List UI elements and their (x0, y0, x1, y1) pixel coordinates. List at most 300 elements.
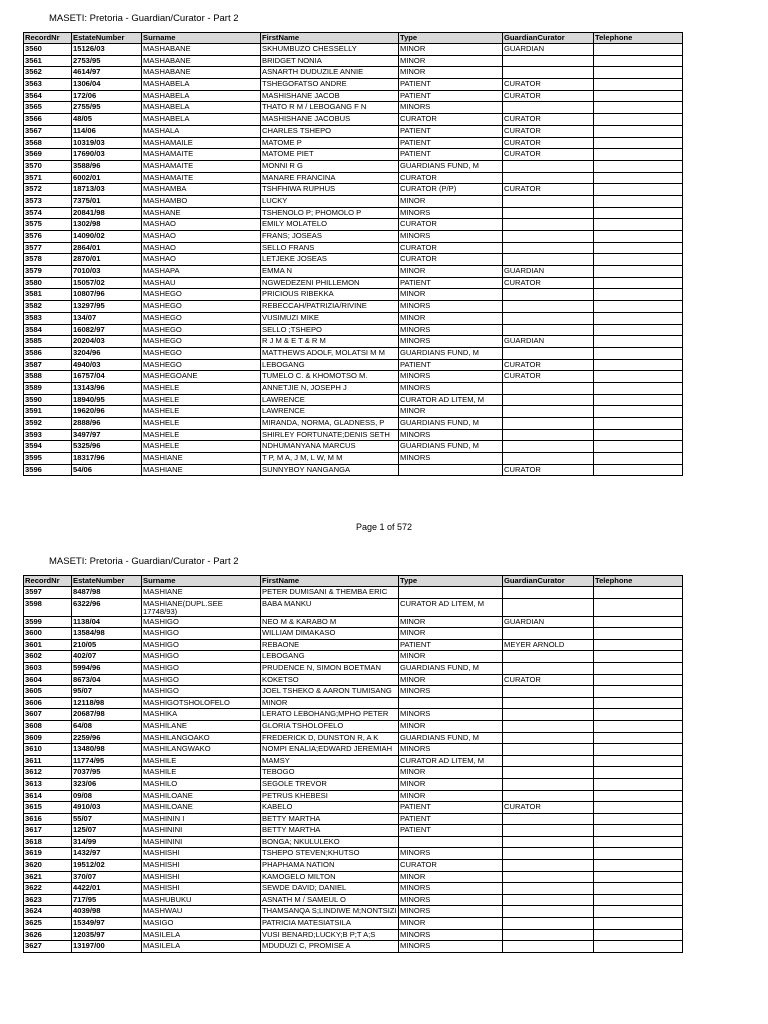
cell-recordnr: 3564 (24, 90, 72, 102)
cell-firstname: NGWEDEZENI PHILLEMON (261, 277, 399, 289)
cell-estatenumber: 4422/01 (72, 883, 142, 895)
cell-surname: MASILELA (142, 941, 261, 953)
table-row (24, 137, 683, 149)
cell-firstname: LAWRENCE (261, 394, 399, 406)
cell-estatenumber: 4940/03 (72, 359, 142, 371)
cell-guardiancurator (503, 406, 594, 418)
cell-estatenumber: 16082/97 (72, 324, 142, 336)
cell-firstname: WILLIAM DIMAKASO (261, 628, 399, 640)
cell-estatenumber: 13480/98 (72, 744, 142, 756)
cell-telephone (594, 406, 683, 418)
cell-recordnr: 3582 (24, 301, 72, 313)
cell-type: CURATOR AD LITEM, M (399, 598, 503, 616)
cell-firstname: TSHENOLO P; PHOMOLO P (261, 207, 399, 219)
cell-type (399, 464, 503, 476)
cell-estatenumber: 6322/96 (72, 598, 142, 616)
cell-recordnr: 3612 (24, 767, 72, 779)
cell-type: CURATOR (399, 860, 503, 872)
cell-firstname: PRICIOUS RIBEKKA (261, 289, 399, 301)
cell-guardiancurator (503, 347, 594, 359)
cell-telephone (594, 598, 683, 616)
table-row (24, 429, 683, 441)
table-row (24, 906, 683, 918)
cell-firstname: KAMOGELO MILTON (261, 871, 399, 883)
cell-guardiancurator (503, 883, 594, 895)
col-header-guardiancurator: GuardianCurator (503, 33, 594, 44)
col-header-telephone: Telephone (594, 33, 683, 44)
cell-surname: MASHIANE (142, 453, 261, 465)
cell-recordnr: 3580 (24, 277, 72, 289)
cell-type: CURATOR (399, 172, 503, 184)
cell-surname: MASHIANE(DUPL.SEE 17748/93) (142, 598, 261, 616)
cell-firstname: R J M & E T & R M (261, 336, 399, 348)
cell-estatenumber: 3204/96 (72, 347, 142, 359)
table-row (24, 587, 683, 599)
cell-estatenumber: 17690/03 (72, 149, 142, 161)
cell-surname: MASHELE (142, 406, 261, 418)
cell-type: MINORS (399, 709, 503, 721)
table-row (24, 697, 683, 709)
cell-estatenumber: 2870/01 (72, 254, 142, 266)
cell-firstname: SKHUMBUZO CHESSELLY (261, 44, 399, 56)
table-row (24, 242, 683, 254)
cell-recordnr: 3619 (24, 848, 72, 860)
cell-firstname: TEBOGO (261, 767, 399, 779)
cell-estatenumber: 15057/02 (72, 277, 142, 289)
cell-firstname: BETTY MARTHA (261, 813, 399, 825)
cell-recordnr: 3596 (24, 464, 72, 476)
cell-firstname: MAMSY (261, 755, 399, 767)
cell-type: MINORS (399, 686, 503, 698)
cell-firstname: GLORIA TSHOLOFELO (261, 720, 399, 732)
cell-guardiancurator (503, 598, 594, 616)
cell-firstname: EMMA N (261, 266, 399, 278)
cell-recordnr: 3567 (24, 125, 72, 137)
cell-type: CURATOR (P/P) (399, 184, 503, 196)
cell-recordnr: 3590 (24, 394, 72, 406)
cell-type: PATIENT (399, 149, 503, 161)
cell-estatenumber: 402/07 (72, 651, 142, 663)
cell-guardiancurator (503, 418, 594, 430)
cell-type: MINORS (399, 207, 503, 219)
cell-guardiancurator (503, 929, 594, 941)
table-row (24, 686, 683, 698)
cell-telephone (594, 242, 683, 254)
col-header-estatenumber: EstateNumber (72, 576, 142, 587)
cell-estatenumber: 48/05 (72, 114, 142, 126)
cell-guardiancurator: GUARDIAN (503, 266, 594, 278)
table-row (24, 394, 683, 406)
cell-firstname: SUNNYBOY NANGANGA (261, 464, 399, 476)
cell-estatenumber: 10319/03 (72, 137, 142, 149)
cell-estatenumber: 09/08 (72, 790, 142, 802)
cell-type: MINOR (399, 651, 503, 663)
table-row (24, 860, 683, 872)
cell-type: PATIENT (399, 813, 503, 825)
cell-telephone (594, 709, 683, 721)
cell-type: MINOR (399, 616, 503, 628)
cell-firstname: LETJEKE JOSEAS (261, 254, 399, 266)
cell-surname: MASHUBUKU (142, 894, 261, 906)
cell-type: MINOR (399, 44, 503, 56)
cell-guardiancurator: GUARDIAN (503, 44, 594, 56)
cell-type: MINORS (399, 382, 503, 394)
cell-firstname: SEWDE DAVID; DANIEL (261, 883, 399, 895)
cell-recordnr: 3578 (24, 254, 72, 266)
cell-telephone (594, 382, 683, 394)
cell-surname: MASHISHI (142, 848, 261, 860)
cell-firstname: KABELO (261, 802, 399, 814)
table-row (24, 254, 683, 266)
cell-guardiancurator (503, 825, 594, 837)
cell-surname: MASHEGOANE (142, 371, 261, 383)
table-row (24, 767, 683, 779)
table-row (24, 720, 683, 732)
cell-guardiancurator (503, 662, 594, 674)
table-row (24, 453, 683, 465)
cell-telephone (594, 254, 683, 266)
table-row (24, 813, 683, 825)
cell-firstname: SELLO ;TSHEPO (261, 324, 399, 336)
cell-recordnr: 3593 (24, 429, 72, 441)
cell-estatenumber: 13197/00 (72, 941, 142, 953)
cell-recordnr: 3561 (24, 55, 72, 67)
cell-recordnr: 3622 (24, 883, 72, 895)
cell-telephone (594, 836, 683, 848)
cell-type: GUARDIANS FUND, M (399, 732, 503, 744)
cell-firstname: MATOME P (261, 137, 399, 149)
cell-surname: MASHABANE (142, 44, 261, 56)
cell-telephone (594, 587, 683, 599)
cell-firstname: FREDERICK D, DUNSTON R, A K (261, 732, 399, 744)
cell-surname: MASHABELA (142, 90, 261, 102)
table-row (24, 418, 683, 430)
cell-estatenumber: 10807/96 (72, 289, 142, 301)
table-row (24, 732, 683, 744)
cell-estatenumber: 1302/98 (72, 219, 142, 231)
cell-firstname: TSHEPO STEVEN;KHUTSO (261, 848, 399, 860)
cell-surname: MASHAPA (142, 266, 261, 278)
cell-surname: MASHAO (142, 219, 261, 231)
cell-guardiancurator: CURATOR (503, 90, 594, 102)
table-row (24, 790, 683, 802)
cell-surname: MASHILO (142, 778, 261, 790)
cell-recordnr: 3624 (24, 906, 72, 918)
cell-surname: MASHALA (142, 125, 261, 137)
cell-type: CURATOR (399, 242, 503, 254)
cell-estatenumber: 717/95 (72, 894, 142, 906)
cell-surname: MASHELE (142, 382, 261, 394)
cell-guardiancurator: CURATOR (503, 464, 594, 476)
cell-recordnr: 3571 (24, 172, 72, 184)
cell-firstname: MINOR (261, 697, 399, 709)
cell-type: MINORS (399, 336, 503, 348)
cell-recordnr: 3581 (24, 289, 72, 301)
cell-estatenumber: 64/08 (72, 720, 142, 732)
table-row (24, 651, 683, 663)
table-row (24, 102, 683, 114)
table-row (24, 674, 683, 686)
cell-type: MINOR (399, 720, 503, 732)
cell-firstname: LAWRENCE (261, 406, 399, 418)
cell-guardiancurator (503, 720, 594, 732)
col-header-type: Type (399, 576, 503, 587)
cell-guardiancurator (503, 67, 594, 79)
cell-guardiancurator (503, 628, 594, 640)
table-row (24, 382, 683, 394)
cell-telephone (594, 289, 683, 301)
cell-recordnr: 3608 (24, 720, 72, 732)
cell-telephone (594, 207, 683, 219)
cell-guardiancurator: CURATOR (503, 674, 594, 686)
table-row (24, 90, 683, 102)
cell-estatenumber: 4039/98 (72, 906, 142, 918)
cell-estatenumber: 7010/03 (72, 266, 142, 278)
cell-type: MINORS (399, 301, 503, 313)
cell-guardiancurator (503, 697, 594, 709)
cell-firstname: REBAONE (261, 639, 399, 651)
table-row (24, 125, 683, 137)
table-header-row (24, 33, 683, 44)
cell-estatenumber: 16757/04 (72, 371, 142, 383)
cell-recordnr: 3568 (24, 137, 72, 149)
cell-guardiancurator (503, 242, 594, 254)
cell-type: MINORS (399, 231, 503, 243)
col-header-estatenumber: EstateNumber (72, 33, 142, 44)
cell-firstname: MANARE FRANCINA (261, 172, 399, 184)
cell-surname: MASHAMAILE (142, 137, 261, 149)
cell-type: MINOR (399, 67, 503, 79)
cell-surname: MASHILE (142, 767, 261, 779)
cell-telephone (594, 347, 683, 359)
cell-firstname: TUMELO C. & KHOMOTSO M. (261, 371, 399, 383)
cell-recordnr: 3587 (24, 359, 72, 371)
cell-estatenumber: 172/06 (72, 90, 142, 102)
cell-firstname: PRUDENCE N, SIMON BOETMAN (261, 662, 399, 674)
cell-firstname: PETER DUMISANI & THEMBA ERIC (261, 587, 399, 599)
table-row (24, 598, 683, 616)
cell-telephone (594, 125, 683, 137)
cell-recordnr: 3595 (24, 453, 72, 465)
cell-recordnr: 3611 (24, 755, 72, 767)
cell-surname: MASHELE (142, 441, 261, 453)
table-row (24, 359, 683, 371)
cell-firstname: SHIRLEY FORTUNATE;DENIS SETH (261, 429, 399, 441)
cell-guardiancurator (503, 55, 594, 67)
cell-estatenumber: 7037/95 (72, 767, 142, 779)
cell-type: PATIENT (399, 639, 503, 651)
cell-telephone (594, 651, 683, 663)
cell-telephone (594, 312, 683, 324)
cell-guardiancurator: CURATOR (503, 149, 594, 161)
cell-telephone (594, 172, 683, 184)
cell-recordnr: 3598 (24, 598, 72, 616)
cell-firstname: LUCKY (261, 195, 399, 207)
cell-surname: MASHEGO (142, 359, 261, 371)
cell-guardiancurator (503, 906, 594, 918)
cell-type: MINOR (399, 778, 503, 790)
table-row (24, 55, 683, 67)
cell-telephone (594, 184, 683, 196)
cell-recordnr: 3613 (24, 778, 72, 790)
col-header-telephone: Telephone (594, 576, 683, 587)
cell-type: CURATOR AD LITEM, M (399, 394, 503, 406)
cell-guardiancurator (503, 790, 594, 802)
cell-surname: MASHIANE (142, 587, 261, 599)
cell-estatenumber: 18317/96 (72, 453, 142, 465)
cell-surname: MASIGO (142, 918, 261, 930)
cell-telephone (594, 616, 683, 628)
cell-surname: MASHISHI (142, 860, 261, 872)
cell-surname: MASHAMBA (142, 184, 261, 196)
cell-telephone (594, 906, 683, 918)
cell-type: PATIENT (399, 277, 503, 289)
cell-telephone (594, 336, 683, 348)
cell-recordnr: 3569 (24, 149, 72, 161)
cell-type: GUARDIANS FUND, M (399, 662, 503, 674)
cell-firstname: PATRICIA MATESIATSILA (261, 918, 399, 930)
cell-firstname: PHAPHAMA NATION (261, 860, 399, 872)
cell-surname: MASHIGO (142, 616, 261, 628)
cell-estatenumber: 11774/95 (72, 755, 142, 767)
cell-firstname: PETRUS KHEBESI (261, 790, 399, 802)
cell-firstname: BRIDGET NONIA (261, 55, 399, 67)
cell-firstname: MIRANDA, NORMA, GLADNESS, P (261, 418, 399, 430)
cell-firstname: NDHUMANYANA MARCUS (261, 441, 399, 453)
cell-guardiancurator (503, 219, 594, 231)
cell-surname: MASHIGO (142, 639, 261, 651)
table-row (24, 871, 683, 883)
cell-firstname: VUSI BENARD;LUCKY;B P;T A;S (261, 929, 399, 941)
cell-type: MINOR (399, 195, 503, 207)
cell-estatenumber: 54/06 (72, 464, 142, 476)
cell-surname: MASHAU (142, 277, 261, 289)
table-row (24, 628, 683, 640)
cell-recordnr: 3626 (24, 929, 72, 941)
cell-type: MINORS (399, 883, 503, 895)
cell-recordnr: 3625 (24, 918, 72, 930)
cell-firstname: LERATO LEBOHANG;MPHO PETER (261, 709, 399, 721)
cell-estatenumber: 2864/01 (72, 242, 142, 254)
table-row (24, 219, 683, 231)
cell-surname: MASHININ I (142, 813, 261, 825)
cell-estatenumber: 12118/98 (72, 697, 142, 709)
table-row (24, 709, 683, 721)
cell-recordnr: 3570 (24, 160, 72, 172)
cell-estatenumber: 15126/03 (72, 44, 142, 56)
table-row (24, 883, 683, 895)
cell-recordnr: 3565 (24, 102, 72, 114)
cell-guardiancurator (503, 744, 594, 756)
cell-guardiancurator: CURATOR (503, 125, 594, 137)
table-row (24, 894, 683, 906)
cell-recordnr: 3592 (24, 418, 72, 430)
cell-surname: MASHILE (142, 755, 261, 767)
cell-telephone (594, 767, 683, 779)
page-title-2: MASETI: Pretoria - Guardian/Curator - Part 2 (49, 556, 239, 567)
cell-guardiancurator (503, 172, 594, 184)
cell-estatenumber: 95/07 (72, 686, 142, 698)
cell-type: PATIENT (399, 137, 503, 149)
cell-telephone (594, 371, 683, 383)
cell-type: MINORS (399, 906, 503, 918)
cell-telephone (594, 755, 683, 767)
cell-type: GUARDIANS FUND, M (399, 441, 503, 453)
cell-firstname: CHARLES TSHEPO (261, 125, 399, 137)
cell-type: MINORS (399, 453, 503, 465)
cell-telephone (594, 102, 683, 114)
table-row (24, 744, 683, 756)
cell-telephone (594, 429, 683, 441)
cell-recordnr: 3572 (24, 184, 72, 196)
cell-firstname: ASNARTH DUDUZILE ANNIE (261, 67, 399, 79)
cell-telephone (594, 778, 683, 790)
cell-type: MINOR (399, 628, 503, 640)
cell-telephone (594, 418, 683, 430)
cell-recordnr: 3605 (24, 686, 72, 698)
cell-surname: MASHABELA (142, 114, 261, 126)
cell-surname: MASHAO (142, 254, 261, 266)
cell-guardiancurator (503, 289, 594, 301)
cell-recordnr: 3599 (24, 616, 72, 628)
cell-type: MINORS (399, 848, 503, 860)
cell-type: PATIENT (399, 90, 503, 102)
cell-estatenumber: 20204/03 (72, 336, 142, 348)
cell-guardiancurator (503, 894, 594, 906)
cell-recordnr: 3560 (24, 44, 72, 56)
cell-recordnr: 3566 (24, 114, 72, 126)
cell-estatenumber: 114/06 (72, 125, 142, 137)
cell-telephone (594, 324, 683, 336)
cell-guardiancurator: GUARDIAN (503, 336, 594, 348)
cell-guardiancurator (503, 651, 594, 663)
cell-firstname: REBECCAH/PATRIZIA/RIVINE (261, 301, 399, 313)
table-row (24, 114, 683, 126)
cell-guardiancurator: CURATOR (503, 114, 594, 126)
cell-telephone (594, 441, 683, 453)
cell-estatenumber: 20687/98 (72, 709, 142, 721)
cell-recordnr: 3600 (24, 628, 72, 640)
cell-firstname: LEBOGANG (261, 359, 399, 371)
cell-guardiancurator (503, 441, 594, 453)
page-footer: Page 1 of 572 (355, 522, 413, 532)
cell-surname: MASHILANGOAKO (142, 732, 261, 744)
cell-estatenumber: 125/07 (72, 825, 142, 837)
cell-telephone (594, 639, 683, 651)
cell-firstname: MONNI R G (261, 160, 399, 172)
cell-guardiancurator (503, 312, 594, 324)
cell-telephone (594, 219, 683, 231)
cell-firstname: VUSIMUZI MIKE (261, 312, 399, 324)
cell-guardiancurator (503, 848, 594, 860)
cell-recordnr: 3618 (24, 836, 72, 848)
cell-type: MINOR (399, 674, 503, 686)
cell-surname: MASHAMAITE (142, 160, 261, 172)
cell-estatenumber: 55/07 (72, 813, 142, 825)
cell-estatenumber: 370/07 (72, 871, 142, 883)
cell-estatenumber: 19512/02 (72, 860, 142, 872)
cell-telephone (594, 697, 683, 709)
register-table-page-1 (23, 32, 683, 476)
table-row (24, 207, 683, 219)
cell-type: PATIENT (399, 802, 503, 814)
cell-surname: MASHIGO (142, 674, 261, 686)
cell-firstname: THAMSANQA S;LINDIWE M;NONTSIZI (261, 906, 399, 918)
table-row (24, 836, 683, 848)
cell-recordnr: 3614 (24, 790, 72, 802)
cell-type: CURATOR (399, 114, 503, 126)
cell-guardiancurator (503, 587, 594, 599)
